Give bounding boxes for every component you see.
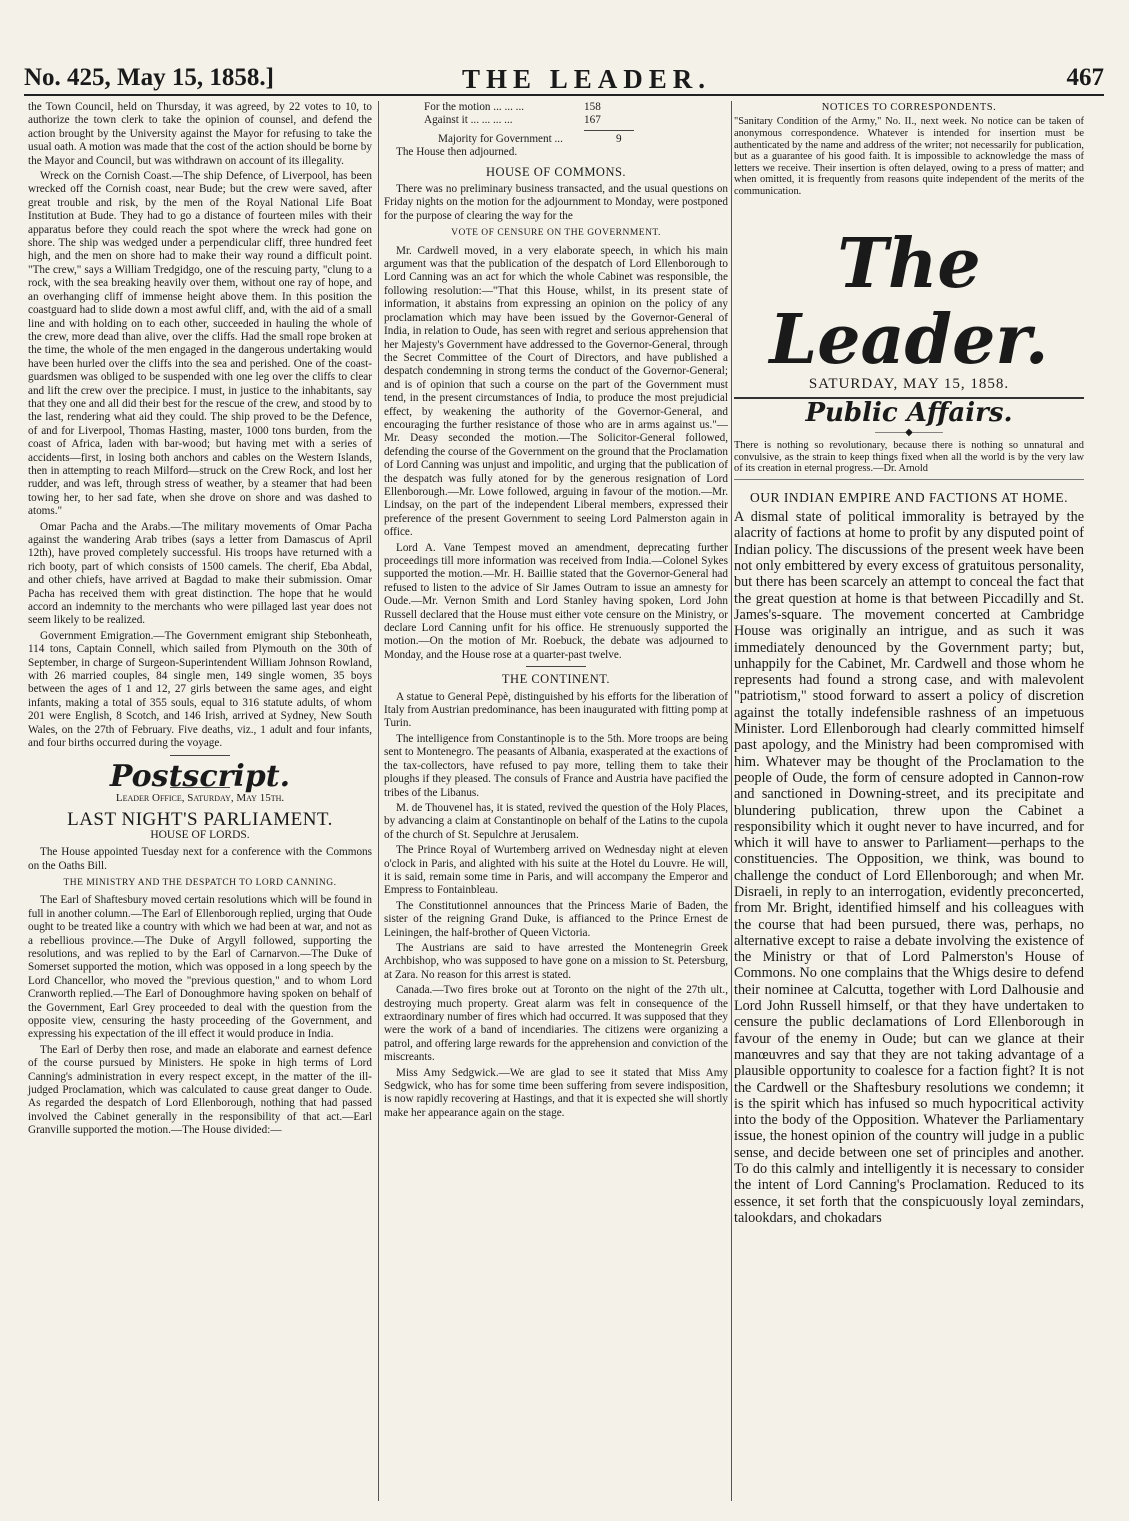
subsection-heading: THE MINISTRY AND THE DESPATCH TO LORD CANNING. bbox=[63, 877, 337, 888]
paragraph: M. de Thouvenel has, it is stated, revived the question of the Holy Places, by advancing a claim at Constantinople on behalf of the Latins to the cupola of the church of St. Sepulchre at Jerusalem. bbox=[384, 801, 728, 841]
motto: There is nothing so revolutionary, because there is nothing so unnatural and convulsive, as the strain to keep things fixed when all the world is by the very law of its creation in eternal progress.—Dr. Arnold bbox=[734, 440, 1084, 480]
section-heading: LAST NIGHT'S PARLIAMENT. bbox=[67, 809, 333, 831]
column-1 bbox=[28, 101, 372, 1140]
paragraph: The Prince Royal of Wurtemberg arrived on Wednesday night at eleven o'clock in Paris, and alighted with his suite at the Hotel du Louvre. He will, it is said, remain some time in Paris, and will accompany the Emperor and Empress to Fontainbleau. bbox=[384, 844, 728, 897]
page-header bbox=[24, 64, 1104, 96]
paragraph: A dismal state of political immorality is betrayed by the alacrity of factions at home to profit by any disputed point of Indian policy. The discussions of the present week have been not only embittered by every excess of gratuitous personality, but there has been scarcely an attempt to conceal the fact that the great question at home is that between Piccadilly and St. James's-square. The movement concerted at Cambridge House was originally an intrigue, and as such it was immediately denounced by the Government party; but, unhappily for the Cabinet, Mr. Cardwell and those whom he represents had found a strong case, and with malevolent "patriotism," stood forward to assert a policy of discretion against the totally indefensible rashness of an impetuous Minister. Lord Ellenborough had clearly committed himself past apology, and the Ministry had been compromised with him. Whatever may be thought of the Proclamation to the people of Oude, the form of censure adopted in Cannon-row and sanctioned in Downing-street, and its precipitate and blundering publication, threw upon the Cabinet a responsibility which it ought never to have incurred, and for which it will have to answer to Parliament—perhaps to the constituencies. The Opposition, we think, was bound to challenge the conduct of Lord Ellenborough; and when Mr. Disraeli, in reply to an interrogation, evidently preconcerted, from Mr. Bright, identified himself and his colleagues with the course that had been pursued, there was, perhaps, no alternative except to raise a debate involving the existence of the Ministry or that of Lord Palmerston's House of Commons. No one complains that the Whigs desire to defend their nominee at Calcutta, together with Lord Dalhousie and Lord John Russell himself, or that they have undertaken to censure the public declamations of Lord Ellenborough in favour of the enemy in Oude; but can we glance at their manœuvres and say that they are not taking advantage of a plausible opportunity to coalesce for a faction fight? It is not the Cardwell or the Shaftesbury resolutions we condemn; it is the spirit which has infused so much hypocritical activity into the body of the Opposition. Whatever the Parliamentary issue, the honest opinion of the country will judge in a public sense, and decide between one set of principles and another. To do this calmly and intelligently it is necessary to consider the intent of Lord Canning's Proclamation. Reduced to its essence, it set forth that the conspicuously loyal zemindars, talookdars, and chokadars bbox=[734, 509, 1084, 1226]
paragraph: The Austrians are said to have arrested the Montenegrin Greek Archbishop, who was supposed to have gone on a mission to St. Petersburg, at Zara. No reason for this arrest is stated. bbox=[384, 941, 728, 981]
column-rule bbox=[378, 101, 379, 1501]
column-2 bbox=[384, 101, 728, 1122]
paragraph: There was no preliminary business transacted, and the usual questions on Friday nights on the motion for the adjournment to Monday, were postponed for the purpose of clearing the way for the bbox=[384, 183, 728, 222]
paragraph: the Town Council, held on Thursday, it was agreed, by 22 votes to 10, to authorize the town clerk to take the opinion of counsel, and defend the action brought by the University against the Mayor for refusing to take the usual oath. A motion was made that the cost of the action should be borne by the Mayor and Council, but was withdrawn on account of its illegality. bbox=[28, 101, 372, 167]
page-number: 467 bbox=[1066, 64, 1104, 91]
paragraph: Omar Pacha and the Arabs.—The military movements of Omar Pacha against the wandering Arab tribes (says a letter from Damascus of April 12th), have proved completely successful. His troops have returned with a rich booty, part of which consists of 1500 camels. The cherif, Eba Abdal, and other chiefs, have arrived at Bagdad to make their submission. Omar Pacha has received them with great distinction. The hope that he would accord an indemnity to the merchants who were pillaged last year does not seem likely to be realized. bbox=[28, 520, 372, 627]
paragraph: A statue to General Pepè, distinguished by his efforts for the liberation of Italy from Austrian predominance, has been inaugurated with fitting pomp at Turin. bbox=[384, 690, 728, 730]
paragraph: Lord A. Vane Tempest moved an amendment, deprecating further proceedings till more information was received from India.—Colonel Sykes supported the motion.—Mr. H. Baillie stated that the Governor-General had refused to listen to the advice of Sir James Outram to issue an amnesty for Oude.—Mr. Vernon Smith and Lord Stanley having spoken, Lord John Russell declared that the House must either vote censure on the Ministry, or declare Lord Canning unfit for his office. He strenuously supported the motion.—On the motion of Mr. Roebuck, the debate was adjourned to Monday, and the House rose at a quarter-past twelve. bbox=[384, 541, 728, 661]
postscript-heading: Postscript. bbox=[109, 758, 291, 794]
masthead-logo: The Leader. bbox=[769, 223, 1049, 380]
section-heading: HOUSE OF COMMONS. bbox=[485, 164, 627, 179]
paragraph: Canada.—Two fires broke out at Toronto on the night of the 27th ult., destroying much property. Great alarm was felt in consequence of the extraordinary number of fires which had occurred. It was supposed that they were the work of a band of incendiaries. The citizens were organizing a patrol, and offering large rewards for the apprehension and conviction of the miscreants. bbox=[384, 984, 728, 1064]
article-headline: OUR INDIAN EMPIRE AND FACTIONS AT HOME. bbox=[750, 490, 1068, 506]
ornament-icon: ———◆——— bbox=[875, 427, 943, 439]
column-rule bbox=[731, 101, 732, 1501]
paragraph: Mr. Cardwell moved, in a very elaborate speech, in which his main argument was that the publication of the despatch of Lord Ellenborough to Lord Canning was an act for which the whole Cabinet was responsible, the following resolution:—"That this House, whilst, in its present state of information, it abstains from expressing an opinion on the policy of any proclamation which may have been issued by the Governor-General of India, in relation to Oude, has seen with regret and serious apprehension that her Majesty's Government have addressed to the Governor-General, through the Secret Committee of the Court of Directors, and have published a despatch condemning in strong terms the conduct of the Governor-General; and is of opinion that such a course on the part of the Government must tend, in the present circumstances of India, to produce the most prejudicial effect, by weakening the authority of the Governor-General, and encouraging the further resistance of those who are in arms against us."—Mr. Deasy seconded the motion.—The Solicitor-General followed, defending the course of the Government on the ground that the Proclamation of Lord Canning was unjust and impolitic, and urging that the publication of the despatch was fully atoned for by the generous resignation of Lord Ellenborough.—Mr. Lowe followed, arguing in favour of the motion.—Mr. Lindsay, on the part of the independent Liberal members, expressed their preference of the present Government to seeing Lord Palmerston again in office. bbox=[384, 244, 728, 539]
issue-number: No. 425, May 15, 1858.] bbox=[24, 64, 274, 91]
paragraph: The House appointed Tuesday next for a conference with the Commons on the Oaths Bill. bbox=[28, 846, 372, 872]
paragraph: Government Emigration.—The Government emigrant ship Stebonheath, 114 tons, Captain Connell, which sailed from Plymouth on the 30th of September, in charge of Surgeon-Superintendent William Johnson Rowland, with 26 married couples, 84 single men, 149 single women, 35 boys between the ages of 1 and 12, 27 girls between the same ages, and eight infants, making a total of 355 souls, equal to 316 statute adults, of whom 201 were English, 8 Scotch, and 146 Irish, arrived at Sydney, New South Wales, on the 27th of February. Five deaths, viz., 1 adult and four infants, and four births occurred during the voyage. bbox=[28, 629, 372, 750]
paragraph: The intelligence from Constantinople is to the 5th. More troops are being sent to Montenegro. The peasants of Albania, exasperated at the exactions of the tax-collectors, have refused to pay more, telling them to take their ploughs if they pleased. The consuls of France and Austria have pacified the tribes of the Libanus. bbox=[384, 732, 728, 799]
subsection-heading: VOTE OF CENSURE ON THE GOVERNMENT. bbox=[451, 228, 661, 239]
article-body bbox=[734, 509, 1084, 1226]
masthead-date: SATURDAY, MAY 15, 1858. bbox=[734, 378, 1084, 399]
notices-text: "Sanitary Condition of the Army," No. II., next week. No notice can be taken of anonymous correspondence. Whatever is intended for insertion must be authenticated by the name and address of the writer; not necessarily for publication, but as a guarantee of his good faith. It is impossible to acknowledge the mass of letters we receive. Their insertion is often delayed, owing to a press of matter; and when omitted, it is frequently from reasons quite independent of the merits of the communication. bbox=[734, 116, 1084, 197]
paragraph: Miss Amy Sedgwick.—We are glad to see it stated that Miss Amy Sedgwick, who has for some time been suffering from severe indisposition, is now rapidly recovering at Hastings, and that it is expected she will shortly make her appearance again on the stage. bbox=[384, 1066, 728, 1119]
paragraph: The Earl of Shaftesbury moved certain resolutions which will be found in full in another column.—The Earl of Ellenborough replied, urging that Oude ought to be treated like a country with which we had been at war, and not as a rebellious province.—The Duke of Argyll followed, supporting the resolutions, and was replied to by the Earl of Carnarvon.—The Duke of Somerset supported the motion, which was opposed in a long speech by the Lord Chancellor, who moved the "previous question," and to whom Lord Cranworth replied.—The Earl of Donoughmore having spoken on behalf of the Government, Earl Grey proceeded to deal with the question from the opposite view, censuring the hasty proceeding of the Government, and expressing his expectation of the ill effect it would produce in India. bbox=[28, 894, 372, 1041]
divider bbox=[526, 666, 586, 667]
notices-heading: NOTICES TO CORRESPONDENTS. bbox=[821, 102, 997, 113]
paragraph: The House then adjourned. bbox=[396, 146, 518, 159]
column-3 bbox=[734, 101, 1084, 1228]
vote-row: Majority for Government ... 9 bbox=[438, 132, 622, 145]
newspaper-title: THE LEADER. bbox=[462, 64, 712, 94]
public-affairs-heading: Public Affairs. bbox=[805, 397, 1013, 428]
divider bbox=[170, 755, 230, 756]
subsection-heading: HOUSE OF LORDS. bbox=[150, 828, 250, 841]
paragraph: The Earl of Derby then rose, and made an elaborate and earnest defence of the course pursued by Ministers. He spoke in high terms of Lord Canning's administration in every respect except, in the matter of the ill-judged Proclamation, which was calculated to cause great danger to Oude. As regarded the despatch of Lord Ellenborough, nothing that had passed involved the Cabinet generally in the responsibility of that act.—Earl Granville supported the motion.—The House divided:— bbox=[28, 1043, 372, 1137]
office-dateline: Leader Office, Saturday, May 15th. bbox=[115, 791, 285, 804]
paragraph: Wreck on the Cornish Coast.—The ship Defence, of Liverpool, has been wrecked off the Cornish coast, near Bude; but the crew were saved, after great trouble and risk, by the men of the Royal National Life Boat Institution at Bude. They had to go a distance of fourteen miles with their apparatus before they could reach the spot where the wreck had gone on shore. The ship was wedged under a perpendicular cliff, three hundred feet high, and the men on shore had to make their way round a difficult point. "The crew," says a William Tredgidgo, one of the rescuing party, "clung to a rock, with the sea breaking heavily over them, without one ray of hope, and an overhanging cliff of immense height above them. In this position the coastguard had to slide down a most awful cliff, and, with the aid of a small line and with holding on to each other, succeeded in hauling the whole of the crew, more dead than alive, over the cliffs. Had the small rope broken at the time, the whole of the men engaged in the dangerous undertaking would have been hurled over the cliffs into the sea and perished. One of the coast-guardsmen was obliged to be suspended with one leg over the cliffs to clear and lift the crew over the precipice. I must, in justice to the inhabitants, say that they one and all did their best for the rescue of the crew, and stood by to the last, rendering what aid they could. The ship proved to be the Defence, of and for Liverpool, Thomas Hasting, master, 1000 tons burden, from the coast of Africa, laden with bar-wood; but having met with a series of accidents—first, in losing both anchors and cables on the Western Islands, then in attempting to reach Milford—struck on the Crew Rock, and lost her rudder, and was left, through stress of weather, by a steamer that had been towing her, to her sad fate, when she drove on shore and was dashed to atoms." bbox=[28, 170, 372, 518]
vote-row: Against it ... ... ... ... 167 bbox=[424, 114, 601, 127]
divider bbox=[584, 130, 634, 131]
paragraph: The Constitutionnel announces that the Princess Marie of Baden, the sister of the reigning Grand Duke, is affianced to the Prince Ernest de Leiningen, the half-brother of Queen Victoria. bbox=[384, 899, 728, 939]
section-heading: THE CONTINENT. bbox=[501, 672, 611, 687]
vote-row: For the motion ... ... ... 158 bbox=[424, 101, 601, 113]
